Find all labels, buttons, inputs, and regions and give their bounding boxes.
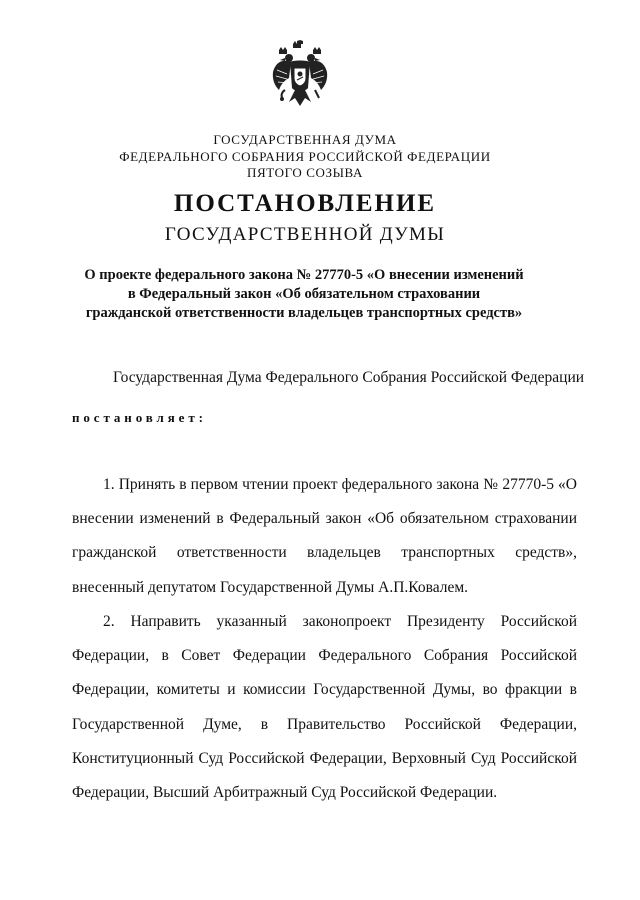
org-line-2: ФЕДЕРАЛЬНОГО СОБРАНИЯ РОССИЙСКОЙ ФЕДЕРАЦИИ [119,149,491,164]
preamble-text: Государственная Дума Федерального Собрания Российской Федерации [113,369,585,386]
document-subject: О проекте федерального закона № 27770-5 «О внесении изменений в Федеральный закон «Об обязательном страховании гражданской ответственности владельцев транспортных средств» [84,267,524,321]
document-issuer-title: ГОСУДАРСТВЕННОЙ ДУМЫ [164,224,446,245]
resolves-text: постановляет: [72,410,207,425]
org-line-3: ПЯТОГО СОЗЫВА [247,165,363,180]
paragraph-1: 1. Принять в первом чтении проект федерального закона № 27770-5 «О внесении изменений в Федеральный закон «Об обязательном страховании гражданской ответственности владельцев транспортных средств», внесенный депутатом Государственной Думы А.П.Ковалем. [72,476,577,596]
org-line-1: ГОСУДАРСТВЕННАЯ ДУМА [213,132,397,147]
state-emblem-icon [271,40,329,110]
paragraph-2: 2. Направить указанный законопроект Президенту Российской Федерации, в Совет Федерации Федерального Собрания Российской Федерации, комитеты и комиссии Государственной Думы, во фракции в Государственной Думе, в Правительство Российской Федерации, Конституционный Суд Российской Федерации, Верховный Суд Российской Федерации, Высший Арбитражный Суд Российской Федерации. [72,613,577,802]
document-type-title: ПОСТАНОВЛЕНИЕ [173,190,437,217]
